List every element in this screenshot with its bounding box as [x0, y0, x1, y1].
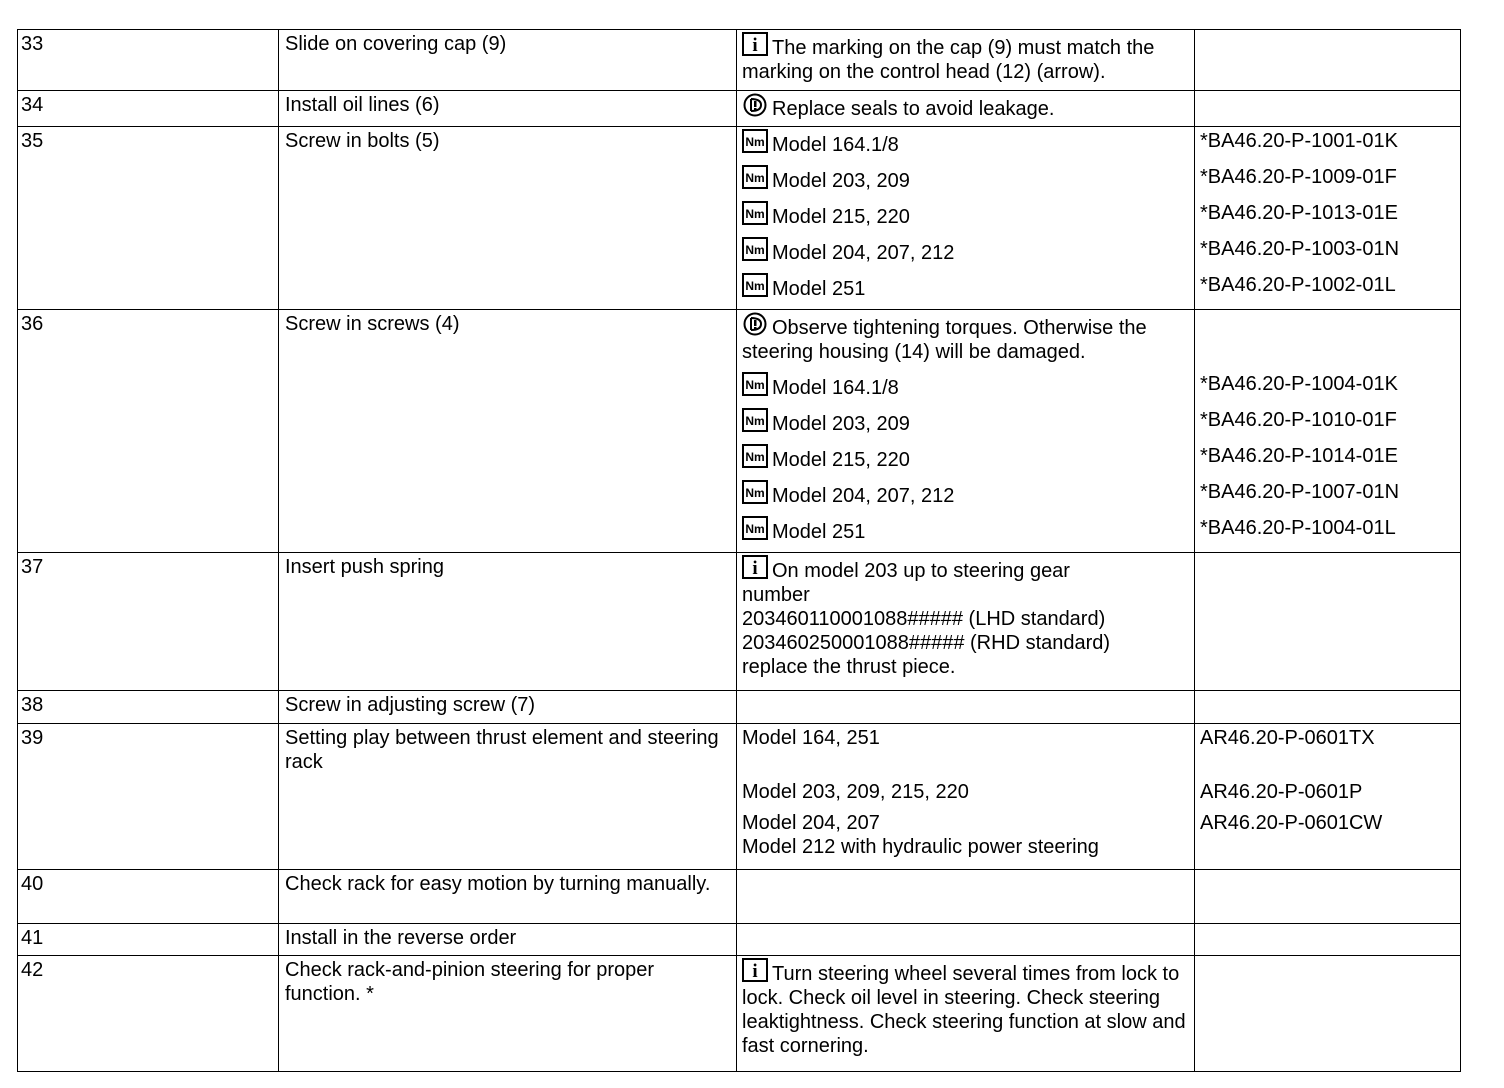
step-description: Slide on covering cap (9): [279, 30, 737, 91]
step-description: Install in the reverse order: [279, 924, 737, 956]
svg-text:Nm: Nm: [745, 279, 765, 293]
svg-text:Nm: Nm: [745, 171, 765, 185]
table-row: [18, 724, 1461, 870]
torque-nm-icon: [742, 408, 768, 432]
reference-cell: [1195, 691, 1461, 724]
torque-model: Model 215, 220: [772, 449, 910, 471]
note-text: Observe tightening torques. Otherwise the steering housing (14) will be damaged.: [742, 317, 1147, 363]
reference-list: [1195, 310, 1461, 553]
reference-link[interactable]: AR46.20-P-0601TX: [1200, 727, 1375, 749]
torque-list: [737, 127, 1195, 310]
note-text: On model 203 up to steering gear: [772, 560, 1070, 582]
table-row: [18, 956, 1461, 1072]
warning-icon: [742, 312, 768, 336]
torque-nm-icon: [742, 372, 768, 396]
step-number: 42: [18, 956, 279, 1072]
step-note: [737, 553, 1195, 691]
note-line: [742, 555, 1190, 583]
torque-nm-icon: [742, 480, 768, 504]
reference-link[interactable]: *BA46.20-P-1002-01L: [1200, 274, 1396, 296]
step-description: Screw in adjusting screw (7): [279, 691, 737, 724]
step-note: [737, 870, 1195, 924]
reference-link[interactable]: *BA46.20-P-1003-01N: [1200, 238, 1400, 260]
step-note: [737, 91, 1195, 127]
model-item: Model 203, 209, 215, 220: [742, 781, 969, 803]
svg-text:Nm: Nm: [745, 414, 765, 428]
torque-model: Model 251: [772, 521, 866, 543]
info-icon: [742, 958, 768, 982]
torque-nm-icon: [742, 273, 768, 297]
torque-item: [742, 273, 1190, 309]
table-row: [18, 691, 1461, 724]
table-row: [18, 310, 1461, 553]
step-description: Setting play between thrust element and steering rack: [279, 724, 737, 870]
svg-text:Nm: Nm: [745, 135, 765, 149]
step-note: [737, 956, 1195, 1072]
table-row: [18, 91, 1461, 127]
torque-nm-icon: [742, 516, 768, 540]
step-number: 40: [18, 870, 279, 924]
info-icon: [742, 555, 768, 579]
step-number: 35: [18, 127, 279, 310]
reference-list: [1195, 127, 1461, 310]
svg-text:i: i: [752, 35, 758, 56]
step-description: Screw in bolts (5): [279, 127, 737, 310]
svg-text:i: i: [752, 961, 758, 982]
torque-item: [742, 372, 1190, 408]
reference-list: [1195, 724, 1461, 870]
table-row: [18, 924, 1461, 956]
step-description: Screw in screws (4): [279, 310, 737, 553]
note-text: The marking on the cap (9) must match the marking on the control head (12) (arrow).: [742, 37, 1155, 83]
svg-text:Nm: Nm: [745, 486, 765, 500]
table-row: [18, 553, 1461, 691]
svg-text:Nm: Nm: [745, 378, 765, 392]
reference-link[interactable]: *BA46.20-P-1001-01K: [1200, 130, 1398, 152]
step-description: Check rack-and-pinion steering for proper function. *: [279, 956, 737, 1072]
model-item: Model 212 with hydraulic power steering: [742, 836, 1099, 858]
note-line: 203460250001088##### (RHD standard): [742, 632, 1111, 654]
warning-icon: [742, 93, 768, 117]
step-number: 33: [18, 30, 279, 91]
torque-nm-icon: [742, 165, 768, 189]
svg-text:Nm: Nm: [745, 450, 765, 464]
table-row: [18, 30, 1461, 91]
table-row: [18, 870, 1461, 924]
torque-item: [742, 516, 1190, 552]
step-note: [737, 310, 1195, 553]
torque-model: Model 164.1/8: [772, 377, 899, 399]
torque-model: Model 164.1/8: [772, 134, 899, 156]
reference-cell: [1195, 870, 1461, 924]
model-list: [737, 724, 1195, 870]
step-note: [737, 924, 1195, 956]
model-item: Model 164, 251: [742, 727, 880, 749]
model-item: Model 204, 207: [742, 812, 880, 834]
warning-note: [742, 312, 1190, 372]
reference-cell: [1195, 30, 1461, 91]
table-row: [18, 127, 1461, 310]
reference-link[interactable]: AR46.20-P-0601CW: [1200, 812, 1383, 834]
note-line: replace the thrust piece.: [742, 656, 956, 678]
note-line: 203460110001088##### (LHD standard): [742, 608, 1106, 630]
note-line: number: [742, 584, 810, 606]
step-description: Check rack for easy motion by turning manually.: [279, 870, 737, 924]
torque-nm-icon: [742, 201, 768, 225]
step-number: 41: [18, 924, 279, 956]
step-description: Install oil lines (6): [279, 91, 737, 127]
torque-model: Model 203, 209: [772, 413, 910, 435]
note-text: Replace seals to avoid leakage.: [772, 98, 1055, 120]
svg-text:Nm: Nm: [745, 522, 765, 536]
reference-link[interactable]: *BA46.20-P-1014-01E: [1200, 445, 1398, 467]
note-text: Turn steering wheel several times from lock to lock. Check oil level in steering. Check steering leaktightness. Check steering function at slow and fast cornering.: [742, 963, 1186, 1057]
reference-cell: [1195, 553, 1461, 691]
reference-cell: [1195, 924, 1461, 956]
step-number: 39: [18, 724, 279, 870]
step-number: 37: [18, 553, 279, 691]
reference-link[interactable]: *BA46.20-P-1010-01F: [1200, 409, 1397, 431]
torque-item: [742, 165, 1190, 201]
reference-link[interactable]: *BA46.20-P-1013-01E: [1200, 202, 1398, 224]
step-description: Insert push spring: [279, 553, 737, 691]
svg-text:i: i: [752, 558, 758, 579]
svg-text:Nm: Nm: [745, 207, 765, 221]
torque-nm-icon: [742, 444, 768, 468]
torque-model: Model 251: [772, 278, 866, 300]
torque-item: [742, 408, 1190, 444]
reference-link[interactable]: *BA46.20-P-1004-01L: [1200, 517, 1396, 539]
torque-item: [742, 129, 1190, 165]
step-number: 34: [18, 91, 279, 127]
torque-item: [742, 237, 1190, 273]
torque-model: Model 204, 207, 212: [772, 242, 955, 264]
step-note: [737, 691, 1195, 724]
procedure-table: [17, 29, 1461, 1072]
torque-item: [742, 444, 1190, 480]
torque-item: [742, 201, 1190, 237]
reference-cell: [1195, 956, 1461, 1072]
step-number: 38: [18, 691, 279, 724]
torque-model: Model 215, 220: [772, 206, 910, 228]
torque-model: Model 203, 209: [772, 170, 910, 192]
torque-nm-icon: [742, 237, 768, 261]
step-note: [737, 30, 1195, 91]
reference-link[interactable]: *BA46.20-P-1004-01K: [1200, 373, 1398, 395]
info-icon: [742, 32, 768, 56]
reference-link[interactable]: *BA46.20-P-1009-01F: [1200, 166, 1397, 188]
torque-nm-icon: [742, 129, 768, 153]
torque-model: Model 204, 207, 212: [772, 485, 955, 507]
svg-text:Nm: Nm: [745, 243, 765, 257]
step-number: 36: [18, 310, 279, 553]
reference-cell: [1195, 91, 1461, 127]
reference-link[interactable]: *BA46.20-P-1007-01N: [1200, 481, 1400, 503]
torque-item: [742, 480, 1190, 516]
reference-link[interactable]: AR46.20-P-0601P: [1200, 781, 1363, 803]
